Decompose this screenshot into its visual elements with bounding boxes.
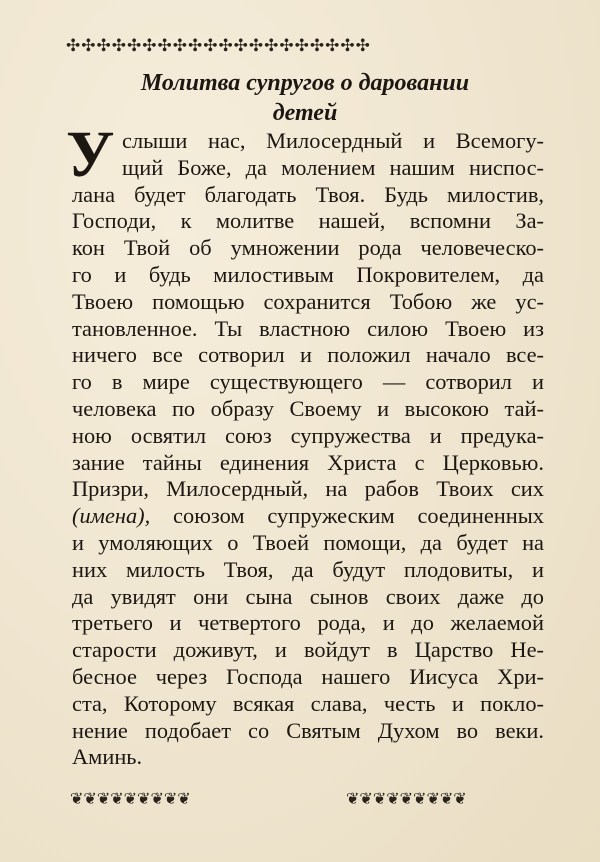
- prayer-line: Господи, к молитве нашей, вспомни За-: [72, 208, 544, 234]
- prayer-line: бесное через Господа нашего Иисуса Хри-: [72, 663, 544, 689]
- prayer-line-with-names: [72, 503, 544, 530]
- prayer-body: [72, 128, 544, 771]
- prayer-line: го в мире существующего — сотворил и: [72, 369, 544, 395]
- prayer-line: да увидят они сына сынов своих даже до: [72, 583, 544, 609]
- bottom-left-ornament: ❦❦❦❦❦❦❦❦❦: [70, 789, 191, 808]
- title-line-1: Молитва супругов о даровании: [140, 70, 470, 96]
- prayer-line: них милость Твоя, да будут плодовиты, и: [72, 556, 544, 582]
- prayer-line: тановленное. Ты властною силою Твоею из: [72, 315, 544, 341]
- title-line-2: детей: [272, 100, 338, 126]
- prayer-line: ста, Которому всякая слава, честь и покло-: [72, 690, 544, 716]
- drop-cap-letter: У: [66, 118, 115, 191]
- prayer-line: зание тайны единения Христа с Церковью.: [72, 449, 544, 475]
- prayer-title: [66, 68, 544, 128]
- bottom-right-ornament: ❦❦❦❦❦❦❦❦❦: [346, 789, 467, 808]
- prayer-line: Призри, Милосердный, на рабов Твоих сих: [72, 476, 544, 502]
- prayer-line-rest: союзом супружеским соединенных: [150, 503, 544, 529]
- prayer-line: го и будь милостивым Покровителем, да: [72, 261, 544, 287]
- prayer-line: слыши нас, Милосердный и Всемогу-: [122, 128, 544, 153]
- prayer-line: старости доживут, и войдут в Царство Не-: [72, 637, 544, 663]
- prayer-line: кон Твой об умножении рода человеческо-: [72, 235, 544, 261]
- amen-line: Аминь.: [72, 744, 143, 770]
- top-ornament-border: ✣✣✣✣✣✣✣✣✣✣✣✣✣✣✣✣✣✣✣✣: [66, 36, 371, 56]
- names-placeholder: (имена),: [72, 503, 151, 529]
- prayer-line: ною освятил союз супружества и предука-: [72, 422, 544, 448]
- prayer-line: третьего и четвертого рода, и до желаемой: [72, 610, 544, 636]
- prayer-line: человека по образу Своему и высокою тай-: [72, 395, 544, 421]
- prayer-line: и умоляющих о Твоей помощи, да будет на: [72, 529, 544, 555]
- prayer-line: Твоею помощью сохранится Тобою же ус-: [72, 288, 544, 314]
- prayer-line: лана будет благодать Твоя. Будь милостив,: [72, 181, 544, 207]
- prayer-line: нение подобает со Святым Духом во веки.: [72, 717, 544, 743]
- prayer-line: ничего все сотворил и положил начало все-: [72, 342, 544, 368]
- prayer-line: щий Боже, да молением нашим ниспос-: [122, 154, 544, 180]
